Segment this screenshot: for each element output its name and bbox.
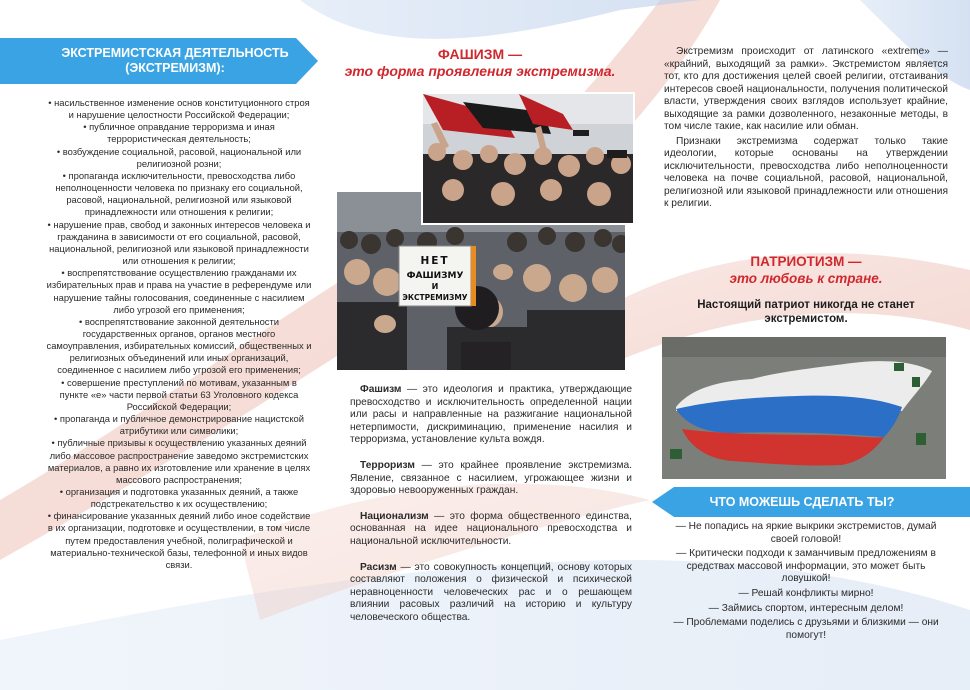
list-item: • возбуждение социальной, расовой, национальной или религиозной розни;: [46, 146, 312, 170]
list-item: • воспрепятствование законной деятельности государственных органов, органов местного самоуправления, избирательных комиссий, общественных и религиозных объединений или иных организаций, соединенное с насилием либо угрозой его применения;: [46, 316, 312, 377]
fascism-title: [330, 46, 630, 80]
extremism-heading: ЭКСТРЕМИСТСКАЯ ДЕЯТЕЛЬНОСТЬ (ЭКСТРЕМИЗМ):: [61, 46, 289, 75]
tips-list: [665, 521, 947, 644]
list-item: • насильственное изменение основ конституционного строя и нарушение целостности Российской Федерации;: [46, 97, 312, 121]
fascism-title-line2: это форма проявления экстремизма.: [344, 63, 616, 79]
list-item: • публичное оправдание терроризма и иная террористическая деятельность;: [46, 121, 312, 145]
fascism-title-line1: ФАШИЗМ —: [437, 46, 523, 62]
tip-item: — Займись спортом, интересным делом!: [708, 602, 904, 614]
list-item: • совершение преступлений по мотивам, указанным в пункте «е» части первой статьи 63 Уголовного кодекса Российской Федерации;: [46, 377, 312, 413]
svg-text:НЕТ: НЕТ: [420, 255, 450, 267]
human-map-photo: [662, 337, 946, 479]
tip-item: — Проблемами поделись с друзьями и близкими — они помогут!: [673, 617, 939, 641]
definition-fascism: Фашизм — это идеология и практика, утверждающие превосходство и исключительность определенной нации или расы и направленные на разжигание национальной нетерпимости, дискриминацию, применение насилия и терроризма, установление культа вождя.: [350, 384, 632, 446]
list-item: • нарушение прав, свобод и законных интересов человека и гражданина в зависимости от его социальной, расовой, национальной, религиозной или языковой принадлежности или отношения к религии;: [46, 219, 312, 268]
list-item: • публичные призывы к осуществлению указанных деяний либо массовое распространение заведомо экстремистских материалов, а равно их изготовление или хранение в целях массового распространения;: [46, 437, 312, 486]
list-item: • финансирование указанных деяний либо иное содействие в их организации, подготовке и осуществлении, в том числе путем предоставления учебной, полиграфической и материально-технической базы, телефонной и иных видов связи.: [46, 510, 312, 571]
patriot-quote: Настоящий патриот никогда не станет экстремистом.: [697, 299, 915, 325]
tip-item: — Решай конфликты мирно!: [738, 587, 874, 599]
definition-nationalism: Национализм — это форма общественного единства, основанная на идее национального превосходства и национальной исключительности.: [350, 510, 632, 547]
svg-text:И: И: [431, 282, 439, 291]
what-can-you-do-heading: ЧТО МОЖЕШЬ СДЕЛАТЬ ТЫ?: [709, 495, 895, 509]
extremism-heading-banner: [0, 38, 318, 84]
list-item: • организация и подготовка указанных деяний, а также подстрекательство к их осуществлению;: [46, 486, 312, 510]
tip-item: — Критически подходи к заманчивым предложениям в средствах массовой информации, это может быть ловушкой!: [676, 548, 936, 585]
protest-photo-flags: [421, 92, 635, 225]
svg-text:ЭКСТРЕМИЗМУ: ЭКСТРЕМИЗМУ: [402, 293, 468, 302]
list-item: • воспрепятствование осуществлению гражданами их избирательных прав и права на участие в референдуме или нарушение тайны голосования, соединенные с насилием либо угрозой его применения;: [46, 267, 312, 316]
patriotism-title-line1: ПАТРИОТИЗМ —: [750, 254, 862, 269]
patriotism-title: [662, 254, 950, 287]
intro-paragraph: Признаки экстремизма содержат только такие идеологии, которые основаны на утверждении исключительности, превосходства либо неполноценности человека на почве социальной, расовой, национальной, религиозной или языковой принадлежности или отношения к религии.: [664, 135, 948, 209]
definitions: [350, 384, 632, 638]
definition-terrorism: Терроризм — это крайнее проявление экстремизма. Явление, связанное с насилием, угрожающее жизни и здоровью невооруженных граждан.: [350, 459, 632, 497]
patriotism-title-line2: это любовь к стране.: [729, 271, 883, 286]
extremism-list: [46, 97, 312, 571]
list-item: • пропаганда и публичное демонстрирование нацистской атрибутики или символики;: [46, 413, 312, 437]
intro-paragraph: Экстремизм происходит от латинского «extreme» — «крайний, выходящий за рамки». Экстремистом является тот, кто для достижения целей своей религии, отстаивания интересов своей национальности, получения политической власти, утверждения своих взглядов использует крайние, выходящие за рамки дозволенного, незаконные методы, в том числе такие, как насилие или обман.: [664, 46, 948, 132]
svg-text:ФАШИЗМУ: ФАШИЗМУ: [406, 271, 464, 281]
list-item: • пропаганда исключительности, превосходства либо неполноценности человека по признаку его социальной, расовой, национальной, религиозной или языковой принадлежности или отношения к религии;: [46, 170, 312, 219]
definition-racism: Расизм — это совокупность концепций, основу которых составляют положения о физической и психической неравноценности человеческих рас и о решающем влиянии расовых различий на историю и культуру человеческого общества.: [350, 561, 632, 623]
extremism-intro: [664, 46, 948, 213]
what-can-you-do-banner: [652, 487, 970, 517]
tip-item: — Не попадись на яркие выкрики экстремистов, думай своей головой!: [675, 521, 937, 545]
